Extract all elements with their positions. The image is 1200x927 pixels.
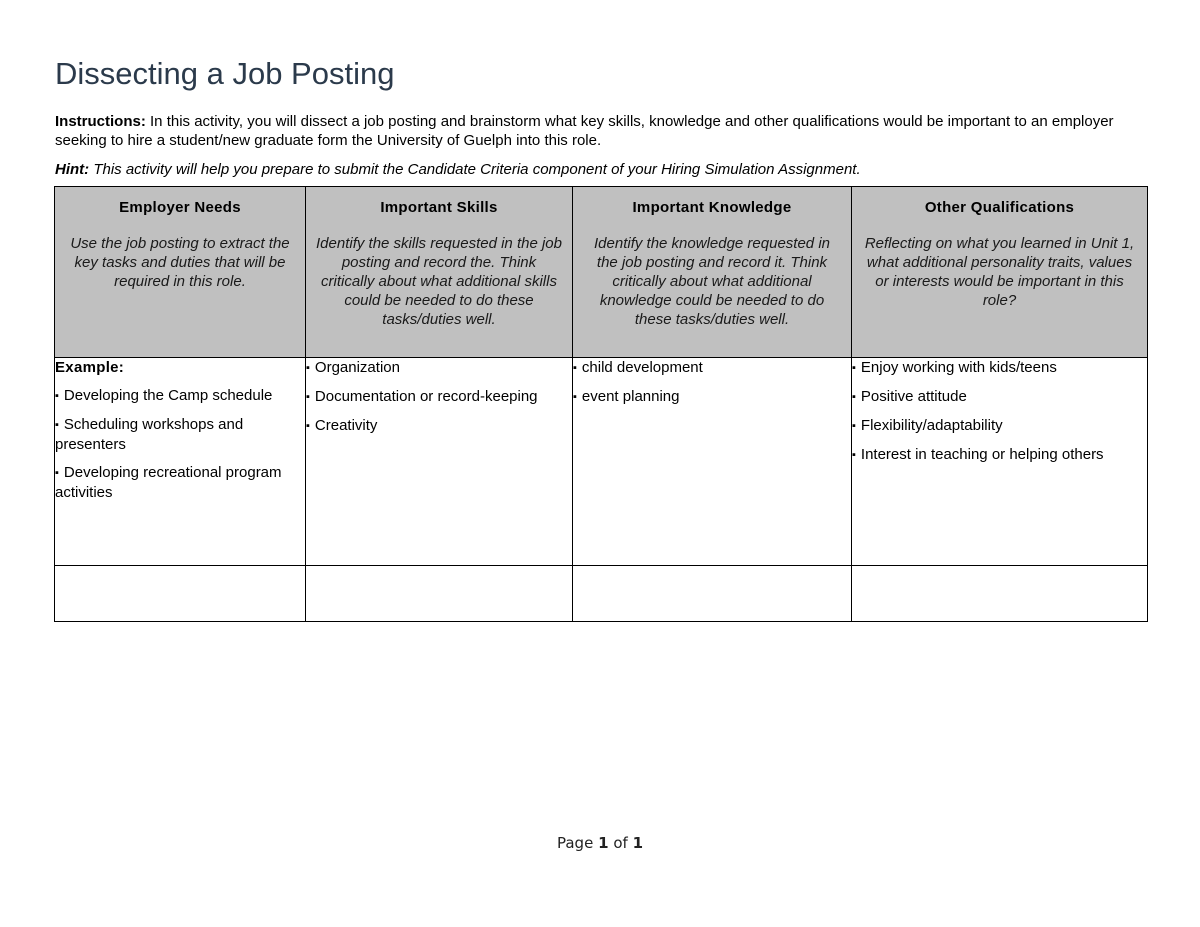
example-label: Example: bbox=[55, 359, 125, 376]
current-page-number: 1 bbox=[598, 834, 609, 852]
column-description: Identify the skills requested in the job posting and record the. Think critically about what additional skills could be needed to do these tasks/duties well. bbox=[316, 235, 562, 328]
hint-label: Hint: bbox=[55, 161, 90, 178]
list-item: ▪ event planning bbox=[573, 387, 851, 407]
list-item: ▪ Developing recreational program activities bbox=[55, 463, 305, 502]
employer-needs-list bbox=[55, 386, 305, 502]
column-description: Reflecting on what you learned in Unit 1, what additional personality traits, values or interests would be important in this role? bbox=[864, 235, 1135, 309]
column-title: Important Skills bbox=[380, 199, 498, 216]
list-item: ▪ Enjoy working with kids/teens bbox=[852, 358, 1147, 378]
empty-qualifications-cell[interactable] bbox=[852, 566, 1148, 622]
list-item: ▪ child development bbox=[573, 358, 851, 378]
list-item: ▪ Positive attitude bbox=[852, 387, 1147, 407]
list-item: ▪ Organization bbox=[306, 358, 572, 378]
skills-list bbox=[306, 358, 572, 436]
empty-skills-cell[interactable] bbox=[306, 566, 573, 622]
page-footer bbox=[0, 834, 1200, 852]
qualifications-list bbox=[852, 358, 1147, 465]
column-title: Employer Needs bbox=[119, 199, 241, 216]
empty-knowledge-cell[interactable] bbox=[573, 566, 852, 622]
example-row bbox=[55, 358, 1148, 566]
header-other-qualifications bbox=[852, 187, 1148, 358]
column-title: Other Qualifications bbox=[924, 199, 1075, 216]
empty-entry-row bbox=[55, 566, 1148, 622]
hint-text: This activity will help you prepare to submit the Candidate Criteria component of your Hiring Simulation Assignment. bbox=[89, 161, 861, 178]
header-employer-needs bbox=[55, 187, 306, 358]
empty-employer-needs-cell[interactable] bbox=[55, 566, 306, 622]
page-word: Page bbox=[556, 834, 594, 852]
list-item: ▪ Creativity bbox=[306, 416, 572, 436]
list-item: ▪ Interest in teaching or helping others bbox=[852, 445, 1147, 465]
list-item: ▪ Developing the Camp schedule bbox=[55, 386, 305, 406]
job-posting-table bbox=[54, 186, 1148, 622]
example-employer-needs-cell[interactable] bbox=[55, 358, 306, 566]
hint-paragraph bbox=[55, 160, 1147, 179]
example-skills-cell[interactable] bbox=[306, 358, 573, 566]
list-item: ▪ Flexibility/adaptability bbox=[852, 416, 1147, 436]
example-qualifications-cell[interactable] bbox=[852, 358, 1148, 566]
instructions-text: In this activity, you will dissect a job posting and brainstorm what key skills, knowledge and other qualifications would be important to an employer seeking to hire a student/new graduate form the University of Guelph into this role. bbox=[55, 113, 1114, 149]
column-description: Identify the knowledge requested in the job posting and record it. Think critically about what additional knowledge could be needed to do these tasks/duties well. bbox=[594, 235, 830, 328]
list-item: ▪ Documentation or record-keeping bbox=[306, 387, 572, 407]
of-word: of bbox=[613, 834, 628, 852]
instructions-paragraph bbox=[55, 112, 1147, 150]
total-page-number: 1 bbox=[632, 834, 643, 852]
header-important-skills bbox=[306, 187, 573, 358]
example-knowledge-cell[interactable] bbox=[573, 358, 852, 566]
column-description: Use the job posting to extract the key tasks and duties that will be required in this role. bbox=[70, 235, 290, 290]
page-title: Dissecting a Job Posting bbox=[55, 56, 395, 91]
list-item: ▪ Scheduling workshops and presenters bbox=[55, 415, 305, 454]
column-title: Important Knowledge bbox=[632, 199, 792, 216]
table-header-row bbox=[55, 187, 1148, 358]
instructions-label: Instructions: bbox=[55, 113, 146, 130]
knowledge-list bbox=[573, 358, 851, 407]
header-important-knowledge bbox=[573, 187, 852, 358]
